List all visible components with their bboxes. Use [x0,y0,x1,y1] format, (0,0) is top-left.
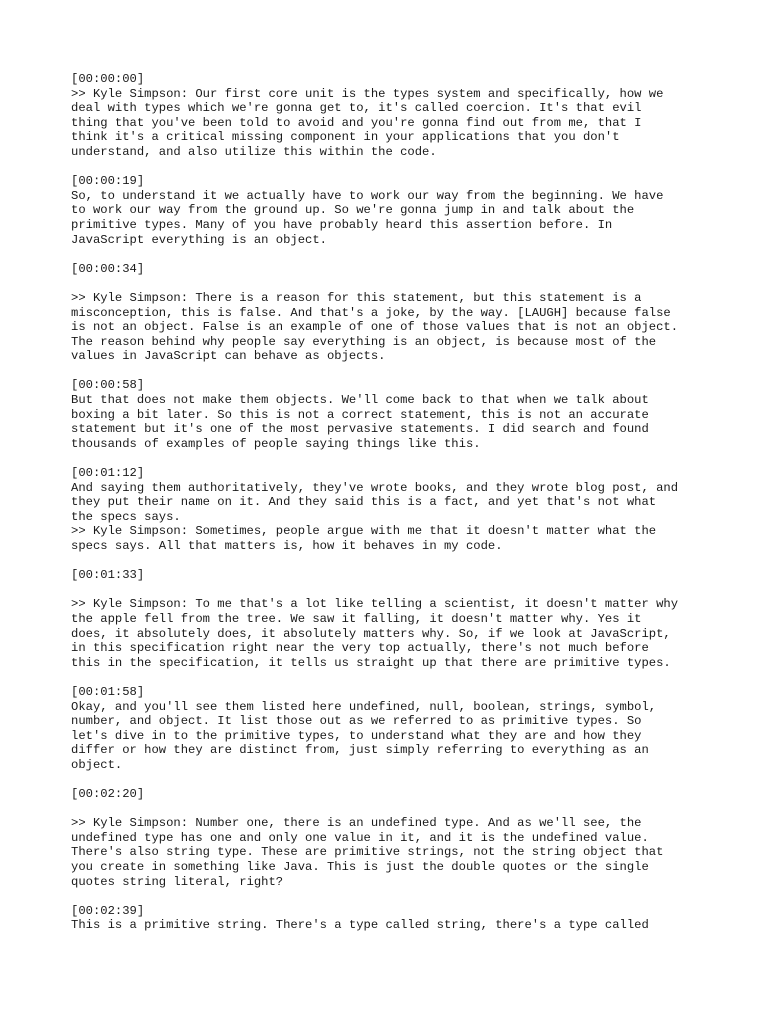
timestamp-line: [00:00:19] [71,174,145,189]
transcript-paragraph [71,174,751,247]
transcript-paragraph [71,291,751,364]
transcript-line: the apple fell from the tree. We saw it falling, it doesn't matter why. Yes it [71,611,642,626]
transcript-line: >> Kyle Simpson: Our first core unit is the types system and specifically, how we [71,86,664,101]
transcript-line: So, to understand it we actually have to work our way from the beginning. We have [71,188,664,203]
paragraph-gap [71,160,751,175]
transcript-document [71,72,751,933]
transcript-line: undefined type has one and only one value in it, and it is the undefined value. [71,830,649,845]
transcript-line: The reason behind why people say everything is an object, is because most of the [71,334,657,349]
transcript-line: >> Kyle Simpson: There is a reason for this statement, but this statement is a [71,290,642,305]
paragraph-gap [71,276,751,291]
transcript-line: >> Kyle Simpson: To me that's a lot like telling a scientist, it doesn't matter why [71,597,679,612]
transcript-paragraph [71,262,751,277]
transcript-line: >> Kyle Simpson: Sometimes, people argue with me that it doesn't matter what the [71,524,657,539]
transcript-line: Okay, and you'll see them listed here undefined, null, boolean, strings, symbol, [71,699,657,714]
transcript-paragraph [71,787,751,802]
paragraph-gap [71,451,751,466]
transcript-line: thousands of examples of people saying things like this. [71,436,481,451]
transcript-paragraph [71,597,751,670]
transcript-line: differ or how they are distinct from, just simply referring to everything as an [71,743,649,758]
transcript-paragraph [71,904,751,933]
transcript-paragraph [71,378,751,451]
transcript-line: misconception, this is false. And that's a joke, by the way. [LAUGH] because false [71,305,671,320]
transcript-line: this in the specification, it tells us straight up that there are primitive types. [71,655,671,670]
transcript-line: statement but it's one of the most pervasive statements. I did search and found [71,422,649,437]
transcript-line: There's also string type. These are primitive strings, not the string object that [71,845,664,860]
timestamp-line: [00:00:00] [71,72,145,86]
transcript-line: understand, and also utilize this within the code. [71,144,437,159]
transcript-line: think it's a critical missing component in your applications that you don't [71,130,620,145]
transcript-line: boxing a bit later. So this is not a correct statement, this is not an accurate [71,407,649,422]
transcript-line: quotes string literal, right? [71,874,284,889]
transcript-line: values in JavaScript can behave as objects. [71,349,386,364]
transcript-line: let's dive in to the primitive types, to understand what they are and how they [71,728,642,743]
transcript-line: thing that you've been told to avoid and you're gonna find out from me, that I [71,115,642,130]
transcript-line: is not an object. False is an example of one of those values that is not an object. [71,320,679,335]
transcript-line: you create in something like Java. This is just the double quotes or the single [71,860,649,875]
transcript-paragraph [71,816,751,889]
timestamp-line: [00:02:20] [71,787,145,802]
timestamp-line: [00:01:12] [71,466,145,481]
paragraph-gap [71,554,751,569]
transcript-line: deal with types which we're gonna get to, it's called coercion. It's that evil [71,101,642,116]
transcript-paragraph [71,466,751,554]
paragraph-gap [71,670,751,685]
transcript-line: number, and object. It list those out as we referred to as primitive types. So [71,714,642,729]
transcript-line: they put their name on it. And they said this is a fact, and yet that's not what [71,495,657,510]
paragraph-gap [71,889,751,904]
transcript-line: object. [71,757,123,772]
transcript-line: in this specification right near the very top actually, there's not much before [71,641,649,656]
timestamp-line: [00:00:34] [71,261,145,276]
paragraph-gap [71,773,751,788]
transcript-line: >> Kyle Simpson: Number one, there is an undefined type. And as we'll see, the [71,816,642,831]
transcript-paragraph [71,72,751,160]
paragraph-gap [71,247,751,262]
transcript-line: primitive types. Many of you have probably heard this assertion before. In [71,217,613,232]
transcript-line: specs says. All that matters is, how it behaves in my code. [71,539,503,553]
transcript-line: But that does not make them objects. We'll come back to that when we talk about [71,393,649,408]
timestamp-line: [00:02:39] [71,903,145,918]
transcript-line: does, it absolutely does, it absolutely matters why. So, if we look at JavaScript, [71,626,671,641]
timestamp-line: [00:00:58] [71,378,145,393]
transcript-line: the specs says. [71,509,181,524]
transcript-line: to work our way from the ground up. So we're gonna jump in and talk about the [71,203,635,218]
timestamp-line: [00:01:33] [71,568,145,583]
timestamp-line: [00:01:58] [71,684,145,699]
transcript-line: And saying them authoritatively, they've wrote books, and they wrote blog post, and [71,480,679,495]
transcript-line: This is a primitive string. There's a type called string, there's a type called [71,918,649,933]
paragraph-gap [71,364,751,379]
transcript-paragraph [71,568,751,583]
transcript-paragraph [71,685,751,773]
transcript-line: JavaScript everything is an object. [71,232,327,247]
paragraph-gap [71,802,751,817]
paragraph-gap [71,583,751,598]
